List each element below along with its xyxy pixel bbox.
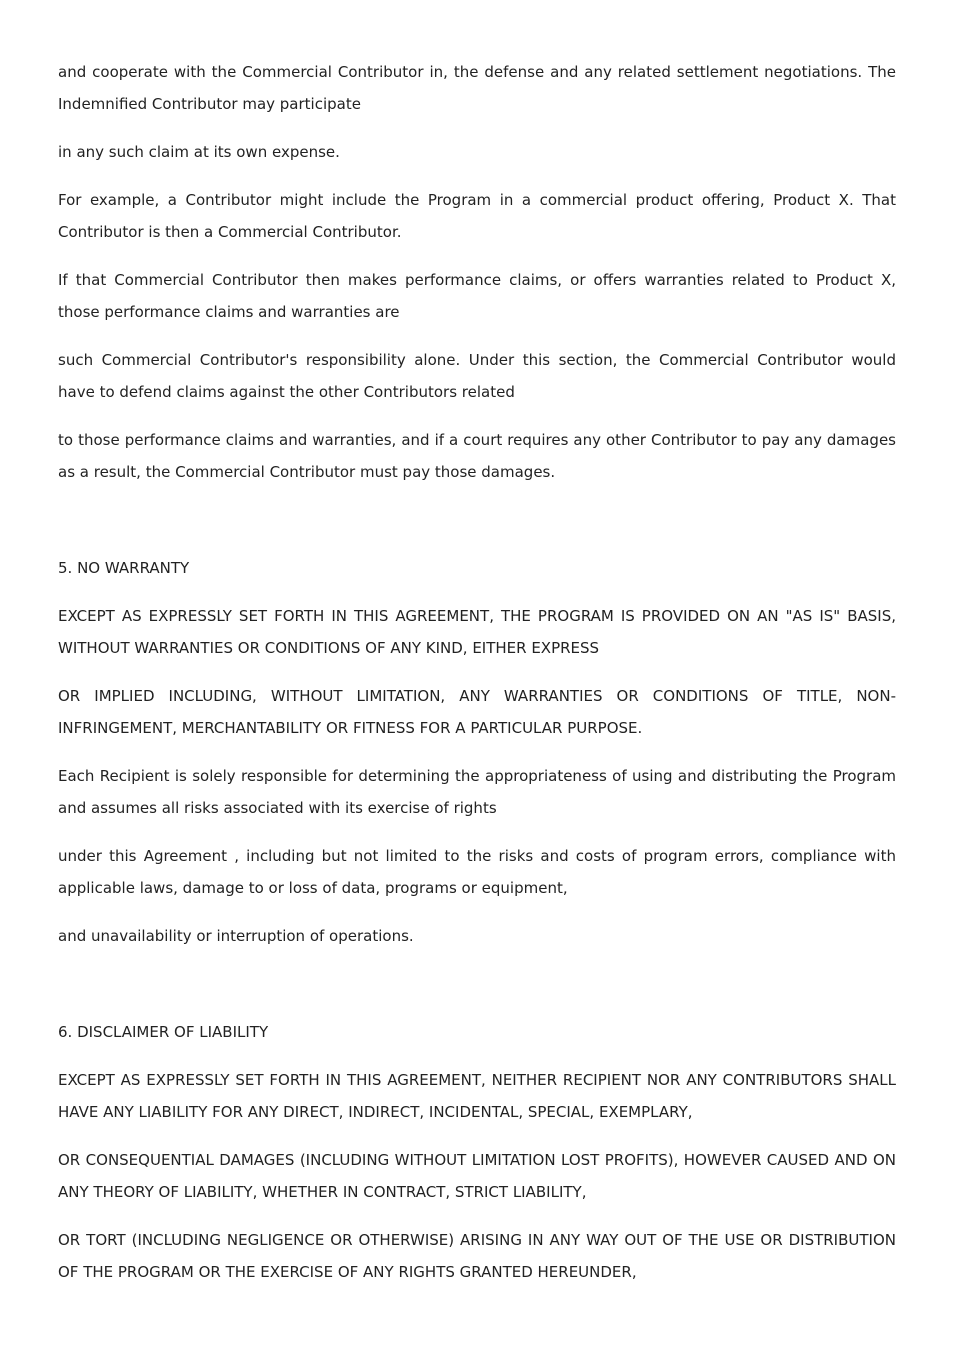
paragraph: OR CONSEQUENTIAL DAMAGES (INCLUDING WITHOUT LIMITATION LOST PROFITS), HOWEVER CAUSED AND ON ANY THEORY OF LIABILITY, WHETHER IN CONTRACT, STRICT LIABILITY, [58,1151,896,1201]
paragraph: in any such claim at its own expense. [58,143,340,161]
paragraph: Each Recipient is solely responsible for determining the appropriateness of using and distributing the Program and assumes all risks associated with its exercise of rights [58,767,896,817]
paragraph: EXCEPT AS EXPRESSLY SET FORTH IN THIS AGREEMENT, THE PROGRAM IS PROVIDED ON AN "AS IS" BASIS, WITHOUT WARRANTIES OR CONDITIONS OF ANY KIND, EITHER EXPRESS [58,607,896,657]
paragraph: such Commercial Contributor's responsibility alone. Under this section, the Commercial Contributor would have to defend claims against the other Contributors related [58,351,896,401]
paragraph: OR TORT (INCLUDING NEGLIGENCE OR OTHERWISE) ARISING IN ANY WAY OUT OF THE USE OR DISTRIBUTION OF THE PROGRAM OR THE EXERCISE OF ANY RIGHTS GRANTED HEREUNDER, [58,1231,896,1281]
paragraph: and unavailability or interruption of operations. [58,927,414,945]
paragraph: to those performance claims and warranties, and if a court requires any other Contributor to pay any damages as a result, the Commercial Contributor must pay those damages. [58,431,896,481]
paragraph: EXCEPT AS EXPRESSLY SET FORTH IN THIS AGREEMENT, NEITHER RECIPIENT NOR ANY CONTRIBUTORS SHALL HAVE ANY LIABILITY FOR ANY DIRECT, INDIRECT, INCIDENTAL, SPECIAL, EXEMPLARY, [58,1071,896,1121]
paragraph: If that Commercial Contributor then makes performance claims, or offers warranties related to Product X, those performance claims and warranties are [58,271,896,321]
paragraph: OR IMPLIED INCLUDING, WITHOUT LIMITATION, ANY WARRANTIES OR CONDITIONS OF TITLE, NON-INFRINGEMENT, MERCHANTABILITY OR FITNESS FOR A PARTICULAR PURPOSE. [58,687,896,737]
section-heading-no-warranty: 5. NO WARRANTY [58,559,190,577]
document-page [58,56,896,1304]
paragraph: and cooperate with the Commercial Contributor in, the defense and any related settlement negotiations. The Indemnified Contributor may participate [58,63,896,113]
section-heading-disclaimer-of-liability: 6. DISCLAIMER OF LIABILITY [58,1023,269,1041]
paragraph: under this Agreement , including but not limited to the risks and costs of program errors, compliance with applicable laws, damage to or loss of data, programs or equipment, [58,847,896,897]
section-gap [58,968,896,1016]
section-gap [58,504,896,552]
paragraph: For example, a Contributor might include the Program in a commercial product offering, Product X. That Contributor is then a Commercial Contributor. [58,191,896,241]
